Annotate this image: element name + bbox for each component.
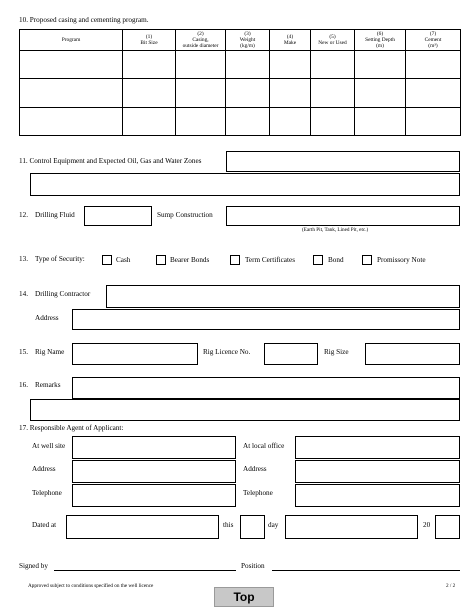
top-button[interactable]: Top — [214, 587, 274, 607]
bond-label: Bond — [328, 256, 344, 264]
well-site-telephone-label: Telephone — [32, 489, 62, 497]
section-14-number: 14. — [19, 290, 28, 298]
well-site-address-field[interactable] — [72, 460, 236, 483]
contractor-address-field[interactable] — [72, 309, 460, 330]
well-site-telephone-field[interactable] — [72, 484, 236, 507]
drilling-fluid-label: Drilling Fluid — [35, 211, 75, 219]
promissory-note-label: Promissory Note — [377, 256, 426, 264]
local-office-telephone-field[interactable] — [295, 484, 460, 507]
cell-input[interactable] — [311, 107, 355, 135]
header-bit-size: (1) Bit Size — [123, 30, 176, 51]
cell-input[interactable] — [20, 51, 123, 79]
signed-by-label: Signed by — [19, 562, 48, 570]
day-label: day — [268, 521, 279, 529]
cell-input[interactable] — [20, 79, 123, 107]
cell-input[interactable] — [176, 107, 226, 135]
section-11-label: 11. Control Equipment and Expected Oil, Gas and Water Zones — [19, 157, 202, 165]
control-equipment-field-2[interactable] — [30, 173, 460, 196]
cell-input[interactable] — [406, 51, 461, 79]
cell-input[interactable] — [311, 79, 355, 107]
header-cement: (7) Cement (m³) — [406, 30, 461, 51]
sump-construction-field[interactable] — [226, 206, 460, 226]
day-field[interactable] — [240, 515, 265, 539]
promissory-note-checkbox[interactable] — [362, 255, 372, 265]
local-office-telephone-label: Telephone — [243, 489, 273, 497]
rig-name-label: Rig Name — [35, 348, 65, 356]
this-label: this — [223, 521, 234, 529]
well-site-label: At well site — [32, 442, 66, 450]
bond-checkbox[interactable] — [313, 255, 323, 265]
cell-input[interactable] — [20, 107, 123, 135]
well-site-field[interactable] — [72, 436, 236, 459]
cell-input[interactable] — [270, 107, 311, 135]
dated-at-field[interactable] — [66, 515, 219, 539]
local-office-address-label: Address — [243, 465, 267, 473]
drilling-contractor-label: Drilling Contractor — [35, 290, 91, 298]
section-10-title: 10. Proposed casing and cementing program. — [19, 16, 149, 24]
header-new-or-used: (5) New or Used — [311, 30, 355, 51]
rig-name-field[interactable] — [72, 343, 198, 365]
cell-input[interactable] — [355, 79, 406, 107]
local-office-label: At local office — [243, 442, 285, 450]
table-header-row — [20, 30, 461, 51]
contractor-address-label: Address — [35, 314, 59, 322]
remarks-field-2[interactable] — [30, 399, 460, 421]
cell-input[interactable] — [406, 79, 461, 107]
section-13-number: 13. — [19, 255, 28, 263]
remarks-field[interactable] — [72, 377, 460, 399]
cell-input[interactable] — [176, 79, 226, 107]
signed-by-line[interactable] — [54, 570, 236, 571]
approval-note: Approved subject to conditions specified on the well licence — [28, 583, 154, 589]
cash-label: Cash — [116, 256, 131, 264]
header-weight: (3) Weight (kg/m) — [226, 30, 270, 51]
cell-input[interactable] — [123, 107, 176, 135]
cell-input[interactable] — [123, 51, 176, 79]
table-row — [20, 79, 461, 107]
section-15-number: 15. — [19, 348, 28, 356]
page-number: 2 / 2 — [446, 583, 456, 589]
dated-at-label: Dated at — [32, 521, 57, 529]
cell-input[interactable] — [226, 51, 270, 79]
local-office-address-field[interactable] — [295, 460, 460, 483]
rig-licence-field[interactable] — [264, 343, 318, 365]
cell-input[interactable] — [270, 51, 311, 79]
sump-construction-label: Sump Construction — [157, 211, 213, 219]
header-casing: (2) Casing, outside diameter — [176, 30, 226, 51]
cell-input[interactable] — [270, 79, 311, 107]
drilling-fluid-field[interactable] — [84, 206, 152, 226]
rig-size-label: Rig Size — [324, 348, 349, 356]
term-certificates-checkbox[interactable] — [230, 255, 240, 265]
table-row — [20, 51, 461, 79]
cell-input[interactable] — [406, 107, 461, 135]
section-17-label: 17. Responsible Agent of Applicant: — [19, 424, 124, 432]
month-field[interactable] — [285, 515, 418, 539]
term-certificates-label: Term Certificates — [245, 256, 295, 264]
position-line[interactable] — [272, 570, 460, 571]
year-prefix-label: 20 — [423, 521, 431, 529]
cell-input[interactable] — [176, 51, 226, 79]
bearer-bonds-checkbox[interactable] — [156, 255, 166, 265]
sump-note: (Earth Pit, Tank, Lined Pit, etc.) — [302, 227, 369, 233]
cell-input[interactable] — [355, 107, 406, 135]
cash-checkbox[interactable] — [102, 255, 112, 265]
header-program: Program — [20, 30, 123, 51]
drilling-contractor-field[interactable] — [106, 285, 460, 308]
cell-input[interactable] — [355, 51, 406, 79]
security-type-label: Type of Security: — [35, 255, 85, 263]
rig-licence-label: Rig Licence No. — [203, 348, 251, 356]
cell-input[interactable] — [226, 107, 270, 135]
year-field[interactable] — [435, 515, 460, 539]
rig-size-field[interactable] — [365, 343, 460, 365]
well-site-address-label: Address — [32, 465, 56, 473]
cell-input[interactable] — [226, 79, 270, 107]
position-label: Position — [241, 562, 265, 570]
control-equipment-field[interactable] — [226, 151, 460, 172]
cell-input[interactable] — [311, 51, 355, 79]
remarks-label: Remarks — [35, 381, 61, 389]
bearer-bonds-label: Bearer Bonds — [170, 256, 210, 264]
casing-program-table — [19, 29, 461, 136]
section-16-number: 16. — [19, 381, 28, 389]
table-row — [20, 107, 461, 135]
header-make: (4) Make — [270, 30, 311, 51]
local-office-field[interactable] — [295, 436, 460, 459]
section-12-number: 12. — [19, 211, 28, 219]
cell-input[interactable] — [123, 79, 176, 107]
header-setting-depth: (6) Setting Depth (m) — [355, 30, 406, 51]
